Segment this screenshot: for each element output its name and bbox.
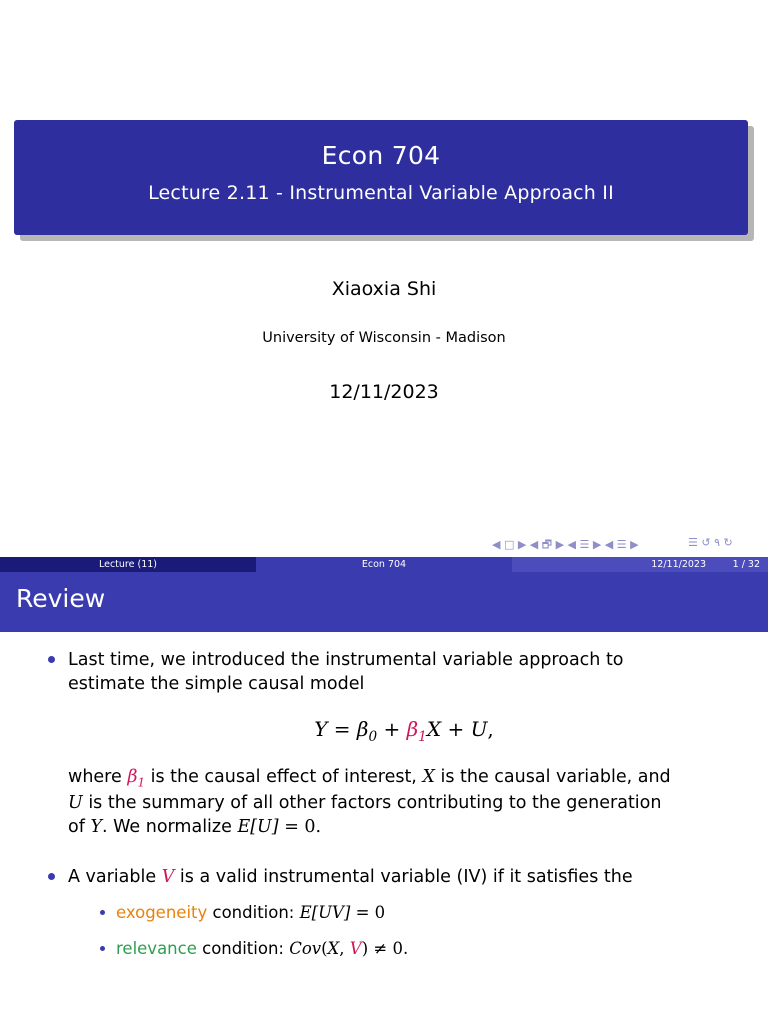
eq-beta1-sub: 1 xyxy=(418,729,427,746)
explain-b: is the causal effect of interest, xyxy=(145,767,423,788)
relevance-math-comma: , xyxy=(339,939,350,959)
exogeneity-math-body: [UV] xyxy=(311,903,351,923)
explain-f: . We normalize xyxy=(102,817,238,838)
slide-footer xyxy=(0,557,768,572)
relevance-math-cov: Cov xyxy=(289,939,322,959)
author-name: Xiaoxia Shi xyxy=(331,278,437,300)
eq-comma: , xyxy=(487,717,494,742)
beamer-navigation-bar[interactable] xyxy=(0,533,768,553)
presentation-subtitle: Lecture 2.11 - Instrumental Variable Approach II xyxy=(148,182,614,204)
explain-c: is the causal variable, and xyxy=(434,767,671,788)
eq-plus-1: + xyxy=(383,717,401,742)
eq-plus-2: + xyxy=(447,717,465,742)
eq-beta1: β xyxy=(406,717,419,742)
relevance-math-X: X xyxy=(327,939,340,959)
exogeneity-text: condition: xyxy=(207,903,300,923)
relevance-math-tail: ≠ 0. xyxy=(368,939,409,959)
causal-model-equation xyxy=(68,716,740,747)
item2-text-b: is a valid instrumental variable (IV) if it satisfies the xyxy=(174,867,633,888)
frame-title: Review xyxy=(16,584,106,613)
footer-lecture-label: Lecture (11) xyxy=(0,557,256,572)
bullet-icon xyxy=(100,946,105,951)
presentation-title: Econ 704 xyxy=(321,141,441,170)
explain-beta1: β xyxy=(127,767,138,788)
relevance-math-close: ) xyxy=(361,939,369,959)
explain-d: is the summary of all other factors contributing to the generation xyxy=(82,792,662,813)
eq-beta0: β xyxy=(356,717,369,742)
footer-page-number: 1 / 32 xyxy=(732,559,760,570)
exogeneity-math-tail: = 0 xyxy=(350,903,386,923)
bullet-icon xyxy=(100,910,105,915)
relevance-math-open: ( xyxy=(321,939,328,959)
institution-name: University of Wisconsin - Madison xyxy=(262,330,506,346)
eq-u: U xyxy=(470,717,488,742)
relevance-math-V: V xyxy=(349,939,362,959)
eq-lhs: Y xyxy=(314,717,328,742)
explain-Y: Y xyxy=(90,817,102,838)
explain-g: = 0. xyxy=(278,817,322,838)
exogeneity-math-E: E xyxy=(299,903,312,923)
explain-X: X xyxy=(422,767,435,788)
title-block xyxy=(14,120,754,238)
relevance-label: relevance xyxy=(116,939,197,959)
explain-U: U xyxy=(68,792,83,813)
item2-V: V xyxy=(161,867,175,888)
slide-body xyxy=(0,632,768,1024)
footer-date: 12/11/2023 xyxy=(651,559,706,570)
relevance-text: condition: xyxy=(196,939,290,959)
list-item xyxy=(0,938,768,961)
item1-line1: Last time, we introduced the instrumental variable approach to xyxy=(68,650,624,670)
list-item xyxy=(0,648,768,839)
eq-x: X xyxy=(426,717,442,742)
footer-course-label: Econ 704 xyxy=(256,557,512,572)
slide-header-bar xyxy=(0,572,768,632)
presentation-date: 12/11/2023 xyxy=(329,381,439,403)
eq-equals: = xyxy=(333,717,351,742)
eq-beta0-sub: 0 xyxy=(368,729,378,746)
explain-a: where xyxy=(68,767,128,788)
title-block-body xyxy=(14,120,748,235)
review-slide xyxy=(0,572,768,1024)
explain-e: of xyxy=(68,817,91,838)
exogeneity-label: exogeneity xyxy=(116,903,208,923)
explain-E: E xyxy=(237,817,251,838)
item1-line2: estimate the simple causal model xyxy=(68,674,365,695)
item2-text-a: A variable xyxy=(68,867,162,888)
bullet-icon xyxy=(48,656,55,663)
item1-explanation xyxy=(68,765,740,839)
list-item xyxy=(0,902,768,925)
bullet-icon xyxy=(48,873,55,880)
explain-bracket: [U] xyxy=(250,817,279,838)
navigation-icons-right[interactable]: ☰ ↺ ۹ ↻ xyxy=(688,536,733,549)
explain-beta1-sub: 1 xyxy=(137,775,146,790)
list-item xyxy=(0,865,768,889)
navigation-icons-left[interactable]: ◀ □ ▶ ◀ 🗗 ▶ ◀ ☰ ▶ ◀ ☰ ▶ xyxy=(492,538,639,551)
footer-right xyxy=(512,557,768,572)
